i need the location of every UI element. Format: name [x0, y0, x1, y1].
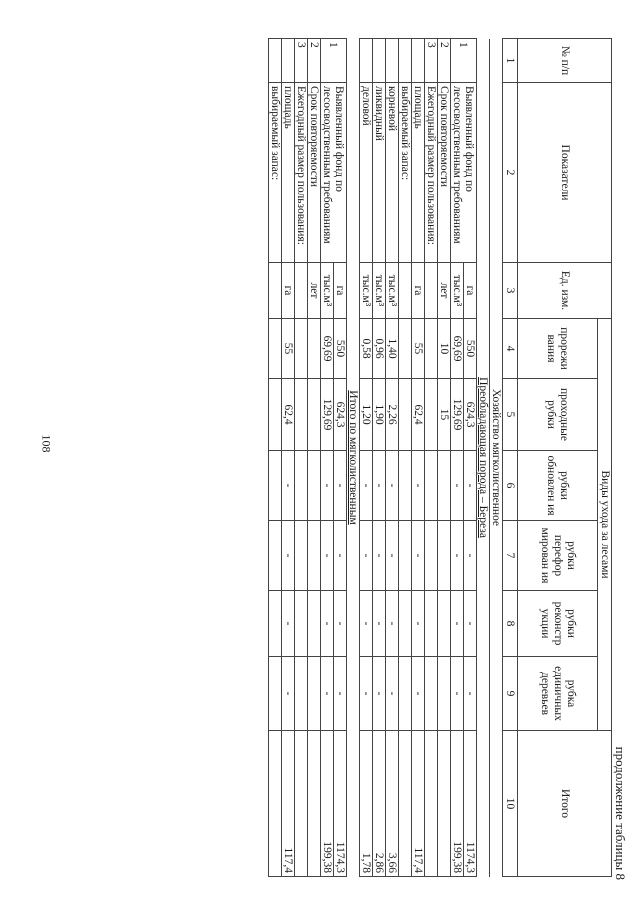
- row-label: деловой: [359, 83, 372, 263]
- row-label: Срок повторяемости: [437, 83, 450, 263]
- row-label: Срок повторяемости: [307, 83, 320, 263]
- cell: -: [359, 521, 372, 591]
- rotated-page: [68, 38, 628, 888]
- cell: -: [450, 451, 463, 521]
- row-num: 2: [437, 39, 450, 83]
- colnum: 8: [502, 591, 517, 657]
- cell: -: [372, 657, 385, 731]
- cell: 15: [437, 379, 450, 451]
- col-renewal: рубки обновлен ия: [517, 451, 597, 521]
- row-unit: га: [333, 263, 346, 319]
- cell: 62,4: [281, 379, 294, 451]
- col-indicator: Показатели: [517, 83, 611, 263]
- row-label: выбираемый запас:: [268, 83, 281, 263]
- cell: -: [333, 451, 346, 521]
- cell: 550: [463, 319, 476, 379]
- cell-total: 1,78: [359, 731, 372, 877]
- colnum: 9: [502, 657, 517, 731]
- row-num: 1: [320, 39, 346, 83]
- table-row: [463, 39, 476, 877]
- cell: -: [450, 591, 463, 657]
- cell-total: 117,4: [411, 731, 424, 877]
- section-subtitle: Преобладающая порода – Береза: [476, 39, 489, 877]
- cell: -: [411, 521, 424, 591]
- cell-total: 199,38: [450, 731, 463, 877]
- table-row: [424, 39, 437, 877]
- cell: 624,3: [333, 379, 346, 451]
- section-title: Итого по мягколиственным: [346, 39, 359, 877]
- cell: -: [359, 591, 372, 657]
- row-unit: га: [463, 263, 476, 319]
- cell: -: [385, 521, 398, 591]
- colnum: 6: [502, 451, 517, 521]
- cell: 10: [437, 319, 450, 379]
- table-caption: продолжение таблицы 8: [613, 746, 628, 880]
- section-title-row: [489, 39, 502, 877]
- row-label: площадь: [411, 83, 424, 263]
- colnum: 1: [502, 39, 517, 83]
- cell: -: [281, 451, 294, 521]
- cell: -: [463, 451, 476, 521]
- table-row: [385, 39, 398, 877]
- cell: -: [320, 591, 333, 657]
- cell: -: [411, 451, 424, 521]
- colnum: 7: [502, 521, 517, 591]
- cell: 69,69: [320, 319, 333, 379]
- col-single-tree: рубка единичных деревьев: [517, 657, 597, 731]
- cell: -: [411, 657, 424, 731]
- row-unit: лет: [437, 263, 450, 319]
- table-row: [333, 39, 346, 877]
- section-subtitle-row: [476, 39, 489, 877]
- cell-total: 2,86: [372, 731, 385, 877]
- cell: -: [372, 521, 385, 591]
- row-label: корневой: [385, 83, 398, 263]
- row-label: Выявленный фонд по лесосводственным требованиям: [320, 83, 346, 263]
- row-label: площадь: [281, 83, 294, 263]
- col-thinning: прорежи вания: [517, 319, 597, 379]
- table-row: [398, 39, 411, 877]
- cell-total: 3,66: [385, 731, 398, 877]
- table-row: [359, 39, 372, 877]
- column-numbers-row: [502, 39, 517, 877]
- row-label: Выявленный фонд по лесосводственным требованиям: [450, 83, 476, 263]
- col-num: № п/п: [517, 39, 611, 83]
- row-unit: га: [411, 263, 424, 319]
- cell: 0,58: [359, 319, 372, 379]
- cell: -: [359, 657, 372, 731]
- row-label: ликвидный: [372, 83, 385, 263]
- cell: 55: [411, 319, 424, 379]
- row-unit: га: [281, 263, 294, 319]
- row-unit: лет: [307, 263, 320, 319]
- col-unit: Ед. изм.: [517, 263, 611, 319]
- col-reform: рубки перефор мирован ия: [517, 521, 597, 591]
- cell: -: [320, 451, 333, 521]
- cell: -: [463, 521, 476, 591]
- table-row: [437, 39, 450, 877]
- row-num: 2: [307, 39, 320, 83]
- cell: -: [333, 591, 346, 657]
- row-unit: тыс.м³: [385, 263, 398, 319]
- row-label: Ежегодный размер пользования:: [424, 83, 437, 263]
- col-group: Виды ухода за лесами: [597, 319, 611, 731]
- cell-total: 117,4: [281, 731, 294, 877]
- row-unit: тыс.м³: [359, 263, 372, 319]
- cell: -: [333, 657, 346, 731]
- table-row: [372, 39, 385, 877]
- cell: -: [411, 591, 424, 657]
- cell: -: [320, 521, 333, 591]
- cell: -: [333, 521, 346, 591]
- row-unit: тыс.м³: [450, 263, 463, 319]
- row-unit: тыс.м³: [372, 263, 385, 319]
- cell: -: [281, 657, 294, 731]
- cell: -: [450, 521, 463, 591]
- colnum: 3: [502, 263, 517, 319]
- cell: 2,26: [385, 379, 398, 451]
- cell: -: [320, 657, 333, 731]
- colnum: 5: [502, 379, 517, 451]
- section-title: Хозяйство мягколиственное: [489, 39, 502, 877]
- table-row: [411, 39, 424, 877]
- colnum: 4: [502, 319, 517, 379]
- cell: -: [463, 657, 476, 731]
- cell-total: 1174,3: [333, 731, 346, 877]
- cell: 1,20: [359, 379, 372, 451]
- cell: 1,40: [385, 319, 398, 379]
- cell: -: [281, 591, 294, 657]
- table-row: [294, 39, 307, 877]
- row-label: выбираемый запас:: [398, 83, 411, 263]
- page-number: 108: [39, 434, 54, 453]
- cell: 129,69: [320, 379, 333, 451]
- section-title-row: [346, 39, 359, 877]
- table-row: [268, 39, 281, 877]
- table-row: [281, 39, 294, 877]
- cell-total: 199,38: [320, 731, 333, 877]
- colnum: 10: [502, 731, 517, 877]
- row-num: 1: [450, 39, 476, 83]
- header-row: [597, 39, 611, 877]
- cell: 550: [333, 319, 346, 379]
- cell: -: [372, 591, 385, 657]
- row-num: 3: [294, 39, 307, 83]
- cell: 55: [281, 319, 294, 379]
- cell: 0,96: [372, 319, 385, 379]
- cell: -: [450, 657, 463, 731]
- cell: -: [281, 521, 294, 591]
- cell: -: [372, 451, 385, 521]
- cell: 1,90: [372, 379, 385, 451]
- cell: -: [463, 591, 476, 657]
- cell: -: [359, 451, 372, 521]
- cell: 624,3: [463, 379, 476, 451]
- forest-care-table: [268, 38, 612, 877]
- row-unit: тыс.м³: [320, 263, 333, 319]
- cell: 69,69: [450, 319, 463, 379]
- table-row: [307, 39, 320, 877]
- row-num: 3: [424, 39, 437, 83]
- cell: -: [385, 451, 398, 521]
- col-total: Итого: [517, 731, 611, 877]
- cell: -: [385, 591, 398, 657]
- row-label: Ежегодный размер пользования:: [294, 83, 307, 263]
- colnum: 2: [502, 83, 517, 263]
- cell-total: 1174,3: [463, 731, 476, 877]
- cell: 62,4: [411, 379, 424, 451]
- col-reconstruct: рубки реконстр укции: [517, 591, 597, 657]
- col-pass-cut: проходные рубки: [517, 379, 597, 451]
- cell: -: [385, 657, 398, 731]
- cell: 129,69: [450, 379, 463, 451]
